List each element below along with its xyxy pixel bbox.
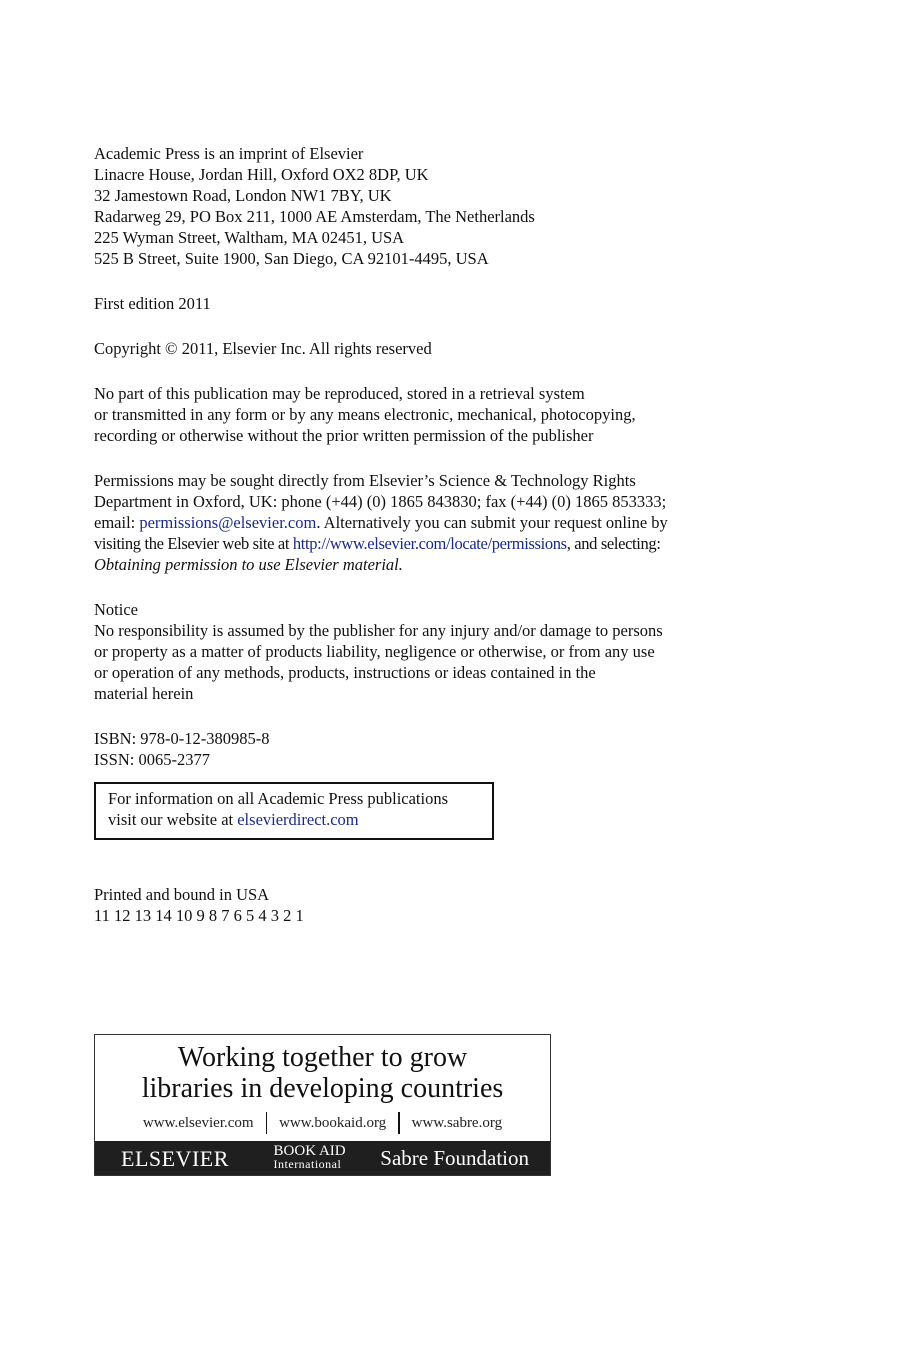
identifiers bbox=[94, 728, 794, 770]
address-line: 225 Wyman Street, Waltham, MA 02451, USA bbox=[94, 228, 405, 247]
book-aid-logo-bottom: International bbox=[273, 1157, 342, 1171]
visit-suffix: , and selecting: bbox=[566, 534, 661, 553]
elsevier-logo: ELSEVIER bbox=[121, 1145, 229, 1171]
permissions-line: Department in Oxford, UK: phone (+44) (0) 1865 843830; fax (+44) (0) 1865 853333; bbox=[94, 492, 667, 511]
book-aid-logo bbox=[274, 1145, 346, 1171]
elsevierdirect-link[interactable]: elsevierdirect.com bbox=[237, 810, 359, 829]
permissions-italic-line: Obtaining permission to use Elsevier material. bbox=[94, 555, 403, 574]
edition bbox=[94, 293, 794, 314]
permissions-url-link[interactable]: http://www.elsevier.com/locate/permissions bbox=[292, 534, 567, 553]
print-run-numbers: 11 12 13 14 10 9 8 7 6 5 4 3 2 1 bbox=[94, 906, 304, 925]
rights-line: recording or otherwise without the prior written permission of the publisher bbox=[94, 426, 594, 445]
sabre-foundation-logo: Sabre Foundation bbox=[380, 1145, 529, 1170]
permissions-line: Permissions may be sought directly from Elsevier’s Science & Technology Rights bbox=[94, 471, 636, 490]
notice-line: No responsibility is assumed by the publisher for any injury and/or damage to persons bbox=[94, 621, 663, 640]
address-line: 32 Jamestown Road, London NW1 7BY, UK bbox=[94, 186, 392, 205]
info-box-prefix: visit our website at bbox=[108, 810, 238, 829]
book-aid-banner bbox=[94, 1034, 551, 1176]
banner-logo-bar bbox=[95, 1141, 550, 1175]
notice-line: material herein bbox=[94, 684, 194, 703]
permissions-statement bbox=[94, 470, 794, 575]
notice bbox=[94, 599, 794, 704]
copyright-page bbox=[94, 143, 794, 950]
book-aid-logo-top: BOOK AID bbox=[273, 1143, 346, 1159]
banner-heading bbox=[95, 1035, 550, 1104]
banner-urls bbox=[95, 1112, 550, 1134]
banner-heading-line: Working together to grow bbox=[177, 1042, 468, 1073]
rights-line: No part of this publication may be reproduced, stored in a retrieval system bbox=[94, 384, 585, 403]
visit-prefix: visiting the Elsevier web site at bbox=[94, 534, 293, 553]
publisher-line: Academic Press is an imprint of Elsevier bbox=[94, 144, 364, 163]
notice-title: Notice bbox=[94, 600, 138, 619]
printing-info bbox=[94, 868, 794, 926]
info-box-link-line bbox=[108, 809, 480, 830]
url-divider bbox=[266, 1112, 268, 1134]
isbn: ISBN: 978-0-12-380985-8 bbox=[94, 729, 270, 748]
address-line: Linacre House, Jordan Hill, Oxford OX2 8DP, UK bbox=[94, 165, 429, 184]
notice-line: or operation of any methods, products, instructions or ideas contained in the bbox=[94, 663, 596, 682]
elsevier-url[interactable]: www.elsevier.com bbox=[142, 1114, 254, 1131]
email-suffix: . Alternatively you can submit your request online by bbox=[316, 513, 668, 532]
copyright bbox=[94, 338, 794, 359]
sabre-url[interactable]: www.sabre.org bbox=[411, 1114, 503, 1131]
permissions-url-line bbox=[94, 533, 794, 554]
info-box bbox=[94, 782, 494, 840]
notice-line: or property as a matter of products liability, negligence or otherwise, or from any use bbox=[94, 642, 655, 661]
rights-statement bbox=[94, 383, 794, 446]
permissions-email-link[interactable]: permissions@elsevier.com bbox=[139, 513, 317, 532]
url-divider bbox=[398, 1112, 400, 1134]
address-line: Radarweg 29, PO Box 211, 1000 AE Amsterdam, The Netherlands bbox=[94, 207, 535, 226]
edition-text: First edition 2011 bbox=[94, 294, 211, 313]
rights-line: or transmitted in any form or by any means electronic, mechanical, photocopying, bbox=[94, 405, 636, 424]
copyright-text: Copyright © 2011, Elsevier Inc. All rights reserved bbox=[94, 339, 432, 358]
issn: ISSN: 0065-2377 bbox=[94, 750, 210, 769]
publisher-addresses bbox=[94, 143, 794, 269]
info-box-line: For information on all Academic Press publications bbox=[108, 789, 449, 808]
bookaid-url[interactable]: www.bookaid.org bbox=[279, 1114, 387, 1131]
permissions-email-line bbox=[94, 512, 794, 533]
email-prefix: email: bbox=[94, 513, 140, 532]
printed-line: Printed and bound in USA bbox=[94, 885, 270, 904]
banner-heading-line: libraries in developing countries bbox=[141, 1073, 504, 1104]
banner-top bbox=[95, 1035, 550, 1141]
address-line: 525 B Street, Suite 1900, San Diego, CA 92101-4495, USA bbox=[94, 249, 489, 268]
